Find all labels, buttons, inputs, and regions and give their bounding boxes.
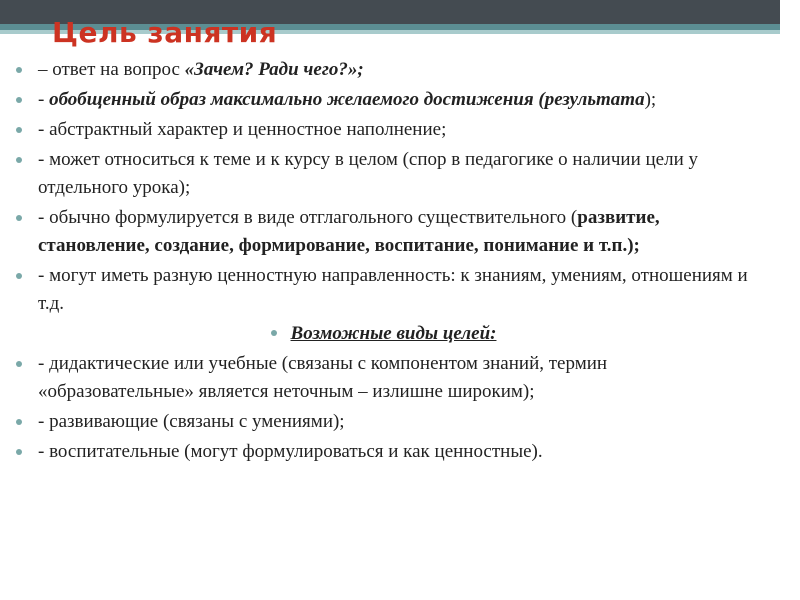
section-heading: Возможные виды целей: (290, 323, 497, 344)
bullet-icon (16, 127, 22, 133)
list-item (16, 262, 751, 318)
list-item (16, 438, 751, 466)
item-text: - дидактические или учебные (связаны с компонентом знаний, термин «образовательные» является неточным – излишне широким); (38, 353, 608, 402)
list-item (16, 86, 751, 114)
list-item (16, 408, 751, 436)
item-emphasis: «Зачем? Ради чего?»; (184, 59, 364, 80)
bullet-icon (271, 330, 277, 336)
list-item (16, 116, 751, 144)
item-text: - может относиться к теме и к курсу в целом (спор в педагогике о наличии цели у отдельного урока); (38, 149, 698, 198)
item-text: - (38, 89, 50, 110)
item-text: – ответ на вопрос (38, 59, 185, 80)
slide-content (16, 56, 751, 468)
bullet-icon (16, 419, 22, 425)
bullet-icon (16, 97, 22, 103)
list-item (16, 204, 751, 260)
item-text: - могут иметь разную ценностную направленность: к знаниям, умениям, отношениям и т.д. (38, 265, 748, 314)
bullet-icon (16, 361, 22, 367)
list-item (16, 146, 751, 202)
item-text: - абстрактный характер и ценностное наполнение; (38, 119, 447, 140)
list-item-heading (16, 320, 751, 348)
list-item (16, 56, 751, 84)
item-text: ); (644, 89, 657, 110)
item-emphasis: развитие, становление, создание, формирование, воспитание, понимание и т.п.); (38, 207, 660, 256)
item-emphasis: обобщенный образ максимально желаемого достижения (результата (49, 89, 645, 110)
bullet-icon (16, 273, 22, 279)
bullet-icon (16, 157, 22, 163)
item-text: - обычно формулируется в виде отглагольного существительного ( (38, 207, 578, 228)
item-text: - воспитательные (могут формулироваться и как ценностные). (38, 441, 543, 462)
list-item (16, 350, 751, 406)
bullet-icon (16, 215, 22, 221)
bullet-icon (16, 67, 22, 73)
bullet-icon (16, 449, 22, 455)
slide-title: Цель занятия (52, 16, 278, 49)
item-text: - развивающие (связаны с умениями); (38, 411, 345, 432)
